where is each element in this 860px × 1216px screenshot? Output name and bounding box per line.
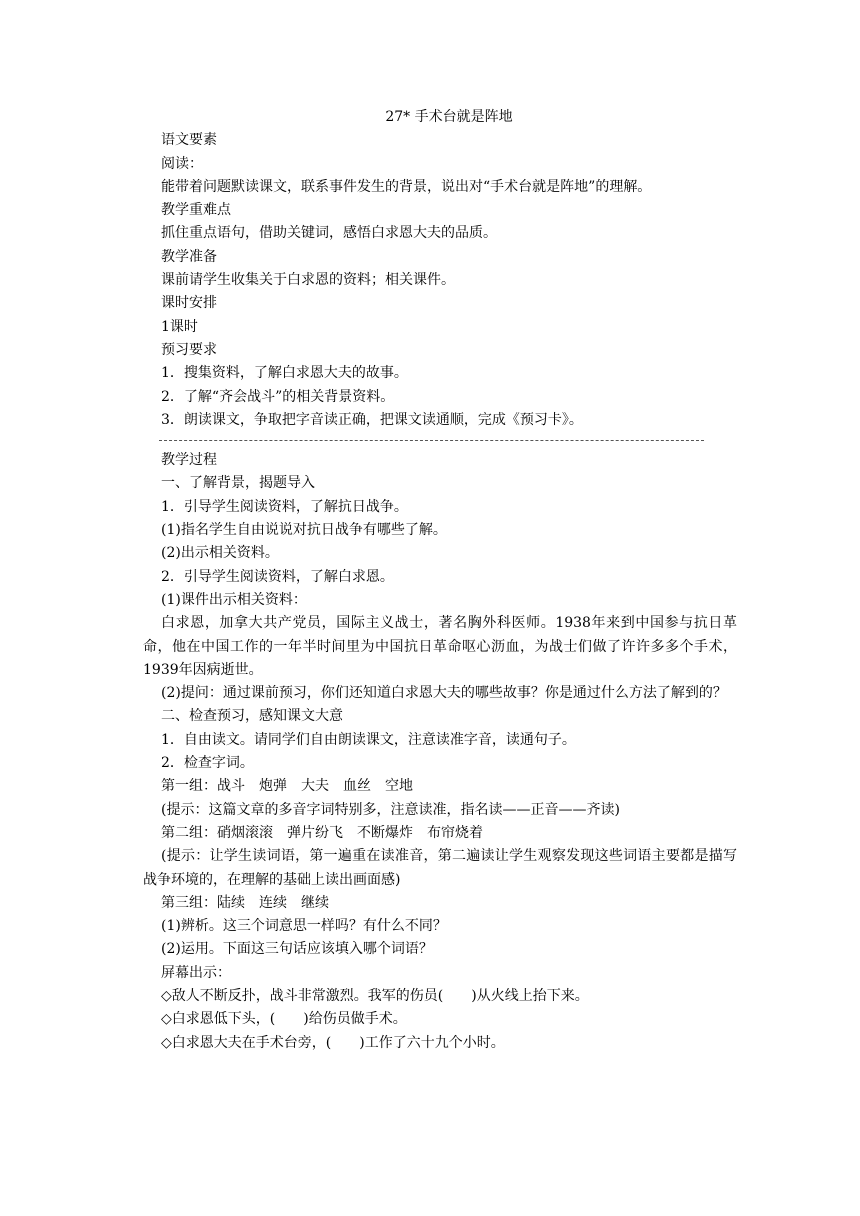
text-line: 课前请学生收集关于白求恩的资料；相关课件。	[161, 272, 455, 289]
text-line: 1课时	[161, 318, 198, 335]
text-line: 二、检查预习，感知课文大意	[161, 708, 343, 725]
text-line: 一、了解背景，揭题导入	[161, 475, 315, 492]
text-line: (1)辨析。这三个词意思一样吗？有什么不同？	[161, 918, 447, 935]
text-line: 1．自由读文。请同学们自由朗读课文，注意读准字音，读通句子。	[161, 731, 576, 748]
text-line: (1)指名学生自由说说对抗日战争有哪些了解。	[161, 522, 447, 539]
text-line: 1．搜集资料，了解白求恩大夫的故事。	[161, 365, 408, 382]
text-line: 教学重难点	[161, 202, 231, 219]
text-line: 第二组：硝烟滚滚 弹片纷飞 不断爆炸 布帘烧着	[161, 824, 483, 841]
hint-paragraph: (提示：让学生读词语，第一遍重在读准音，第二遍读让学生观察发现这些词语主要都是描写战争环境的，在理解的基础上读出画面感)	[143, 848, 737, 888]
text-line: 2．引导学生阅读资料，了解白求恩。	[161, 568, 394, 585]
text-line: (1)课件出示相关资料：	[161, 591, 307, 608]
text-line: (2)出示相关资料。	[161, 545, 279, 562]
process-section	[143, 449, 737, 1055]
text-line: 教学准备	[161, 248, 217, 265]
text-line: ◇白求恩低下头，( )给伤员做手术。	[161, 1011, 407, 1028]
text-line: 课时安排	[161, 295, 217, 312]
text-line: (2)运用。下面这三句话应该填入哪个词语？	[161, 941, 433, 958]
text-line: 屏幕出示：	[161, 964, 231, 981]
text-line: 2．检查字词。	[161, 755, 254, 772]
text-line: 第三组：陆续 连续 继续	[161, 894, 329, 911]
question-paragraph: (2)提问：通过课前预习，你们还知道白求恩大夫的哪些故事？你是通过什么方法了解到的？	[161, 685, 727, 702]
text-line: (提示：这篇文章的多音字词特别多，注意读准，指名读——正音——齐读)	[161, 801, 620, 818]
text-line: 能带着问题默读课文，联系事件发生的背景，说出对“手术台就是阵地”的理解。	[161, 178, 652, 195]
text-line: 阅读：	[161, 155, 203, 172]
text-line: 3．朗读课文，争取把字音读正确，把课文读通顺，完成《预习卡》。	[161, 411, 583, 428]
text-line: 语文要素	[161, 132, 217, 149]
section-divider	[159, 440, 704, 441]
text-line: 2．了解“齐会战斗”的相关背景资料。	[161, 388, 395, 405]
text-line: 1．引导学生阅读资料，了解抗日战争。	[161, 498, 408, 515]
prep-section	[161, 129, 737, 432]
lesson-title: 27* 手术台就是阵地	[385, 109, 513, 125]
text-line: ◇敌人不断反扑，战斗非常激烈。我军的伤员( )从火线上抬下来。	[161, 987, 589, 1004]
text-line: 第一组：战斗 炮弹 大夫 血丝 空地	[161, 778, 413, 795]
bethune-paragraph: 白求恩，加拿大共产党员，国际主义战士，著名胸外科医师。1938年来到中国参与抗日革命，他在中国工作的一年半时间里为中国抗日革命呕心沥血，为战士们做了许许多多个手术，1939年因病逝世。	[143, 615, 737, 678]
text-line: 预习要求	[161, 341, 217, 358]
text-line: 抓住重点语句，借助关键词，感悟白求恩大夫的品质。	[161, 225, 497, 242]
document-body	[143, 106, 737, 1055]
text-line: 教学过程	[161, 452, 217, 469]
text-line: ◇白求恩大夫在手术台旁，( )工作了六十九个小时。	[161, 1034, 505, 1051]
